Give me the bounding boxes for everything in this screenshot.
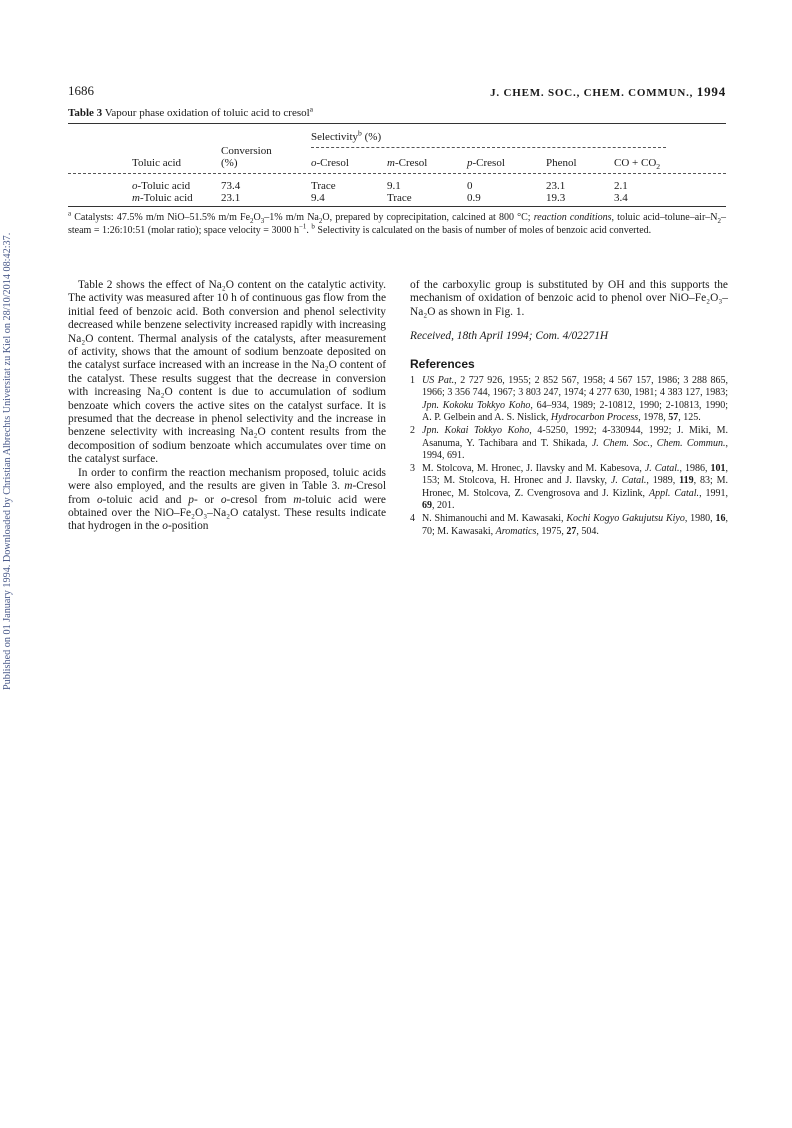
table-row-2-co: 3.4 xyxy=(614,192,628,204)
ref1-e: Hydrocarbon Process xyxy=(550,411,639,423)
ref3-h: 119 xyxy=(679,475,694,487)
footnote-a-sub-2: 3 xyxy=(260,217,265,225)
footnote-b-text: Selectivity is calculated on the basis of number of moles of benzoic acid converted. xyxy=(314,224,652,236)
row-1-acid-text: -Toluic acid xyxy=(137,180,191,192)
footnote-a-text-4: O, prepared by coprecipitation, calcined at 800 °C; xyxy=(322,212,534,223)
reference-2-number: 2 xyxy=(410,425,415,437)
header-toluic-acid: Toluic acid xyxy=(132,157,182,169)
header-o-cresol xyxy=(311,157,349,169)
footnote-a-text-2: O xyxy=(253,212,261,223)
ref2-d: , 1994, 691. xyxy=(422,437,728,461)
table-title: Vapour phase oxidation of toluic acid to cresol xyxy=(102,107,310,119)
ref3-c: , 1986, xyxy=(679,463,711,475)
header-m-prefix: m xyxy=(387,157,395,169)
reference-3 xyxy=(410,463,728,512)
paragraph-2 xyxy=(68,467,386,534)
reference-3-number: 3 xyxy=(410,463,415,475)
p2-part-c: -toluic acid and xyxy=(102,493,189,506)
ref1-a: US Pat. xyxy=(422,375,455,387)
footnote-a-sup-1: −1 xyxy=(298,222,307,231)
reference-2 xyxy=(410,425,728,462)
table-row-1-o-cresol: Trace xyxy=(311,180,336,192)
header-co-text: CO + CO xyxy=(614,157,657,169)
table-footnote xyxy=(68,209,727,237)
p2-part-d: - or xyxy=(193,493,221,506)
ref4-c: , 1980, xyxy=(684,513,716,525)
ref3-e: , 153; M. Stolcova, H. Hronec and J. Ilavsky, xyxy=(422,463,729,487)
table-row-1-p-cresol: 0 xyxy=(467,180,473,192)
footnote-a-mark: a xyxy=(68,209,72,218)
ref3-k: , 1991, xyxy=(699,487,728,499)
ref4-e: , 70; M. Kawasaki, xyxy=(422,513,728,537)
header-selectivity xyxy=(311,128,382,143)
selectivity-span-rule xyxy=(311,147,666,148)
references-heading: References xyxy=(410,356,475,371)
header-co-co2 xyxy=(614,157,661,172)
header-selectivity-unit: (%) xyxy=(361,131,382,143)
ref1-h: , 125. xyxy=(678,411,701,423)
ref3-f: J. Catal. xyxy=(610,475,647,487)
header-selectivity-text: Selectivity xyxy=(311,131,359,143)
table-row-2-m-cresol: Trace xyxy=(387,192,412,204)
ref1-d: , 64–934, 1989; 2-10812, 1990; 2-10813, 1990; A. P. Gelbein and A. S. Nislick, xyxy=(422,399,728,423)
ref3-l: 69 xyxy=(422,500,432,511)
header-m-cresol xyxy=(387,157,427,169)
table-row-1-conversion: 73.4 xyxy=(221,180,241,192)
reference-1-number: 1 xyxy=(410,375,415,387)
header-conversion-2: (%) xyxy=(221,157,238,169)
ref3-b: J. Catal. xyxy=(644,463,680,475)
table-row-2-phenol: 19.3 xyxy=(546,192,566,204)
ref2-b: , 4-5250, 1992; 4-330944, 1992; J. Miki, M. Asanuma, Y. Tachibara and T. Shikada, xyxy=(422,425,728,449)
table-row-2-p-cresol: 0.9 xyxy=(467,192,481,204)
header-conversion-1: Conversion xyxy=(221,145,272,157)
ref4-g: , 1975, xyxy=(536,525,567,537)
footnote-a-text-6: –steam = 1:26:10:51 (molar ratio); space velocity = 3000 h xyxy=(68,212,727,236)
download-watermark: Published on 01 January 1994. Downloaded by Christian Albrechts Universitat zu Kiel on 28/10/2014 08:42:37. xyxy=(2,232,13,690)
journal-name: J. CHEM. SOC., CHEM. COMMUN., xyxy=(490,87,697,99)
p2-part-b: -Cresol from xyxy=(68,480,386,506)
ref1-c: Jpn. Kokoku Tokkyo Koho xyxy=(422,399,531,411)
ref1-b: , 2 727 926, 1955; 2 852 567, 1958; 4 567 157, 1986; 3 288 865, 1966; 3 356 744, 1967; 3 803 247, 1974; 4 277 630, 1981; 4 383 127, 1983; xyxy=(422,375,729,399)
footnote-b-mark: b xyxy=(311,222,315,231)
p2-part-g: -position xyxy=(167,520,209,533)
row-1-acid-prefix: o xyxy=(132,180,138,192)
table-row-2-o-cresol: 9.4 xyxy=(311,192,325,204)
received-line: Received, 18th April 1994; Com. 4/02271H xyxy=(410,330,609,343)
table-row-2-conversion: 23.1 xyxy=(221,192,241,204)
footnote-a-text-3: –1% m/m Na xyxy=(264,212,319,223)
table-caption xyxy=(68,104,314,119)
table-row-1-phenol: 23.1 xyxy=(546,180,566,192)
p2-italic-m2: m xyxy=(293,493,302,506)
row-2-acid-text: -Toluic acid xyxy=(139,192,193,204)
table-top-rule xyxy=(68,123,726,124)
body-right-column xyxy=(410,279,728,539)
table-row-1-acid xyxy=(132,180,190,192)
p2-part-f: -toluic acid were obtained over the NiO–Fe₂O₃–Na₂O catalyst. These results indicate that hydrogen in the xyxy=(68,493,386,533)
header-phenol: Phenol xyxy=(546,157,577,169)
header-co-sub: 2 xyxy=(656,162,661,172)
p2-italic-m1: m xyxy=(344,480,353,493)
footnote-a-sub-4: 2 xyxy=(717,217,722,225)
ref3-j: Appl. Catal. xyxy=(649,487,700,499)
table-title-footnote-mark: a xyxy=(309,104,314,114)
table-row-1-co: 2.1 xyxy=(614,180,628,192)
ref3-d: 101 xyxy=(710,463,726,475)
p2-italic-o3: o xyxy=(162,520,168,533)
table-label: Table 3 xyxy=(68,107,103,119)
footnote-a-text-7: . xyxy=(306,224,312,236)
p2-italic-p1: p xyxy=(188,493,194,506)
reference-4-number: 4 xyxy=(410,513,415,525)
header-p-cresol xyxy=(467,157,505,169)
ref3-a: M. Stolcova, M. Hronec, J. Ilavsky and M. Kabesova, xyxy=(422,463,645,475)
ref4-d: 16 xyxy=(715,513,726,525)
table-header-rule xyxy=(68,173,726,174)
table-row-2-acid xyxy=(132,192,193,204)
header-o-text: -Cresol xyxy=(316,157,349,169)
journal-title xyxy=(490,84,726,100)
header-p-text: -Cresol xyxy=(472,157,505,169)
header-m-text: -Cresol xyxy=(394,157,428,169)
paragraph-1: Table 2 shows the effect of Na₂O content on the catalytic activity. The activity was measured after 10 h of continuous gas flow from the initial feed of benzoic acid. Both conversion and phenol selectivity decreased while benzene selectivity increased rapidly with increasing Na₂O content. Thermal analysis of the catalysts, after measurement of activity, shows that the amount of sodium benzoate deposited on the catalyst surface increased with an increase in the Na₂O content of the catalyst. These results suggest that the decrease in conversion with increasing Na₂O content is due to accumulation of sodium benzoate which covers the active sites on the catalyst surface. It is presumed that the decrease in phenol selectivity and the increase in benzene selectivity with increasing Na₂O content results from the decomposition of sodium benzoate which accumulates over time on the catalyst surface. xyxy=(68,279,386,466)
p2-italic-o1: o xyxy=(96,493,103,506)
ref1-g: 57 xyxy=(668,411,679,423)
footnote-a-text-5: , toluic acid–tolune–air–N xyxy=(611,212,718,223)
ref3-m: , 201. xyxy=(432,500,455,511)
ref4-h: 27 xyxy=(566,525,577,537)
table-bottom-rule xyxy=(68,206,726,207)
reference-4 xyxy=(410,513,728,538)
body-left-column xyxy=(68,279,386,534)
header-selectivity-sup: b xyxy=(358,128,362,138)
footnote-a-sub-3: 2 xyxy=(318,217,323,225)
p2-part-e: -cresol from xyxy=(226,493,294,506)
ref4-f: Aromatics xyxy=(495,525,537,537)
footnote-a-sub-1: 2 xyxy=(250,217,254,225)
journal-year: 1994 xyxy=(696,84,726,99)
ref1-f: , 1978, xyxy=(638,411,669,423)
ref4-b: Kochi Kogyo Gakujutsu Kiyo xyxy=(566,513,685,525)
footnote-a-italic: reaction conditions xyxy=(533,212,612,223)
ref2-a: Jpn. Kokai Tokkyo Koho xyxy=(422,425,530,437)
ref2-c: J. Chem. Soc., Chem. Commun. xyxy=(591,437,726,449)
row-2-acid-prefix: m xyxy=(132,192,140,204)
paragraph-3: of the carboxylic group is substituted by OH and this supports the mechanism of oxidation of benzoic acid to phenol over NiO–Fe₂O₃–Na₂O as shown in Fig. 1. xyxy=(410,279,728,318)
p2-italic-o2: o xyxy=(220,493,227,506)
header-o-prefix: o xyxy=(311,157,317,169)
header-p-prefix: p xyxy=(467,157,473,169)
ref3-i: , 83; M. Hronec, M. Stolcova, Z. Cvengrosova and J. Kizlink, xyxy=(422,475,729,499)
footnote-a-text-1: Catalysts: 47.5% m/m NiO–51.5% m/m Fe xyxy=(71,212,251,223)
table-row-1-m-cresol: 9.1 xyxy=(387,180,401,192)
ref4-i: , 504. xyxy=(576,525,599,537)
page-number: 1686 xyxy=(68,83,94,98)
ref3-g: , 1989, xyxy=(646,475,680,487)
page-header xyxy=(68,83,726,101)
reference-1 xyxy=(410,375,728,424)
p2-part-a: In order to confirm the reaction mechanism proposed, toluic acids were also employed, and the results are given in Table 3. xyxy=(68,466,386,493)
ref4-a: N. Shimanouchi and M. Kawasaki, xyxy=(422,513,567,525)
